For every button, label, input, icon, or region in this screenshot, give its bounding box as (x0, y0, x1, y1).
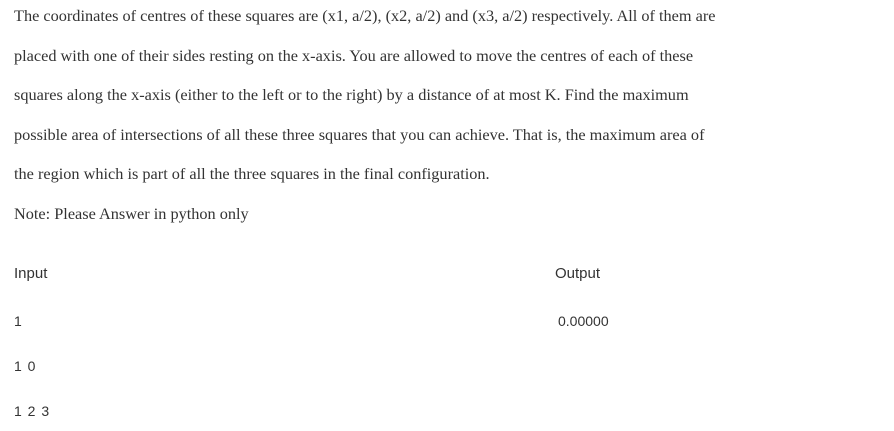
problem-line-3: squares along the x-axis (either to the left or to the right) by a distance of at most K. Find the maximum (14, 85, 689, 104)
problem-note: Note: Please Answer in python only (14, 204, 249, 223)
input-line-3: 1 2 3 (14, 403, 51, 419)
problem-description (14, 0, 715, 194)
problem-line-5: the region which is part of all the three squares in the final configuration. (14, 164, 490, 183)
input-line-2: 1 0 (14, 358, 37, 374)
problem-line-4: possible area of intersections of all these three squares that you can achieve. That is, the maximum area of (14, 124, 705, 144)
problem-line-1: The coordinates of centres of these squares are (x1, a/2), (x2, a/2) and (x3, a/2) respectively. All of them are (14, 6, 716, 25)
input-label: Input (14, 265, 48, 282)
output-label: Output (555, 265, 601, 282)
output-line-1: 0.00000 (558, 313, 609, 329)
input-line-1: 1 (14, 313, 23, 329)
problem-line-2: placed with one of their sides resting on the x-axis. You are allowed to move the centres of each of these (14, 45, 694, 65)
